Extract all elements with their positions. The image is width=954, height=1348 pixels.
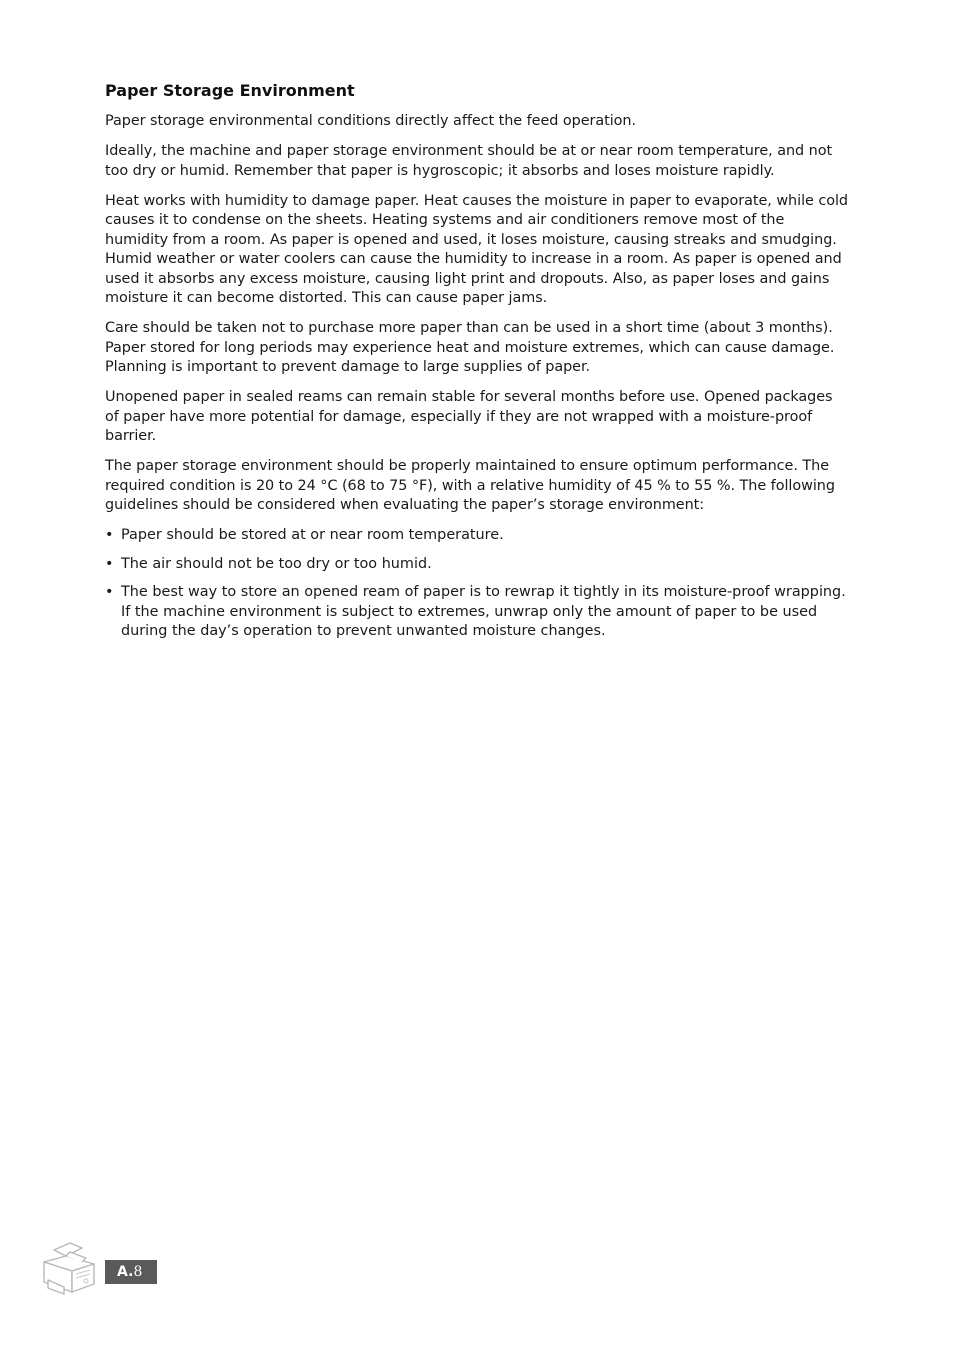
paragraph: Heat works with humidity to damage paper. Heat causes the moisture in paper to evaporate, while cold causes it to condense on the sheets. Heating systems and air conditioners remove most of the humidity from a room. As paper is opened and used, it loses moisture, causing streaks and smudging. Humid weather or water coolers can cause the humidity to increase in a room. As paper is opened and used it absorbs any excess moisture, causing light print and dropouts. Also, as paper loses and gains moisture it can become distorted. This can cause paper jams. — [105, 192, 848, 306]
page-prefix: A — [117, 1264, 129, 1280]
list-item-text: The air should not be too dry or too humid. — [121, 555, 432, 572]
page-separator: . — [128, 1264, 134, 1280]
page-number-badge — [105, 1260, 157, 1284]
list-item — [105, 583, 850, 642]
document-body — [105, 80, 850, 651]
guidelines-list — [105, 526, 850, 642]
paragraph: Unopened paper in sealed reams can remain stable for several months before use. Opened packages of paper have more potential for damage, especially if they are not wrapped with a moisture-proof barrier. — [105, 389, 833, 444]
page-footer — [40, 1240, 170, 1300]
list-item — [105, 555, 850, 575]
section-title: Paper Storage Environment — [105, 81, 355, 100]
paragraph: Care should be taken not to purchase more paper than can be used in a short time (about 3 months). Paper stored for long periods may experience heat and moisture extremes, which can cause damage. Planning is important to prevent damage to large supplies of paper. — [105, 320, 835, 375]
bullet-icon: • — [105, 555, 114, 572]
printer-icon — [40, 1240, 98, 1298]
paragraph: Ideally, the machine and paper storage environment should be at or near room temperature, and not too dry or humid. Remember that paper is hygroscopic; it absorbs and loses moisture rapidly. — [105, 143, 833, 179]
paragraph: Paper storage environmental conditions directly affect the feed operation. — [105, 113, 637, 129]
list-item — [105, 526, 850, 546]
page-number: 8 — [133, 1264, 143, 1280]
list-item-text: The best way to store an opened ream of paper is to rewrap it tightly in its moisture-proof wrapping. If the machine environment is subject to extremes, unwrap only the amount of paper to be used during the day’s operation to prevent unwanted moisture changes. — [121, 584, 846, 639]
bullet-icon: • — [105, 584, 114, 600]
bullet-icon: • — [105, 527, 114, 543]
list-item-text: Paper should be stored at or near room temperature. — [121, 527, 504, 543]
paragraph: The paper storage environment should be properly maintained to ensure optimum performance. The required condition is 20 to 24 °C (68 to 75 °F), with a relative humidity of 45 % to 55 %. The following guidelines should be considered when evaluating the paper’s storage environment: — [105, 458, 835, 513]
